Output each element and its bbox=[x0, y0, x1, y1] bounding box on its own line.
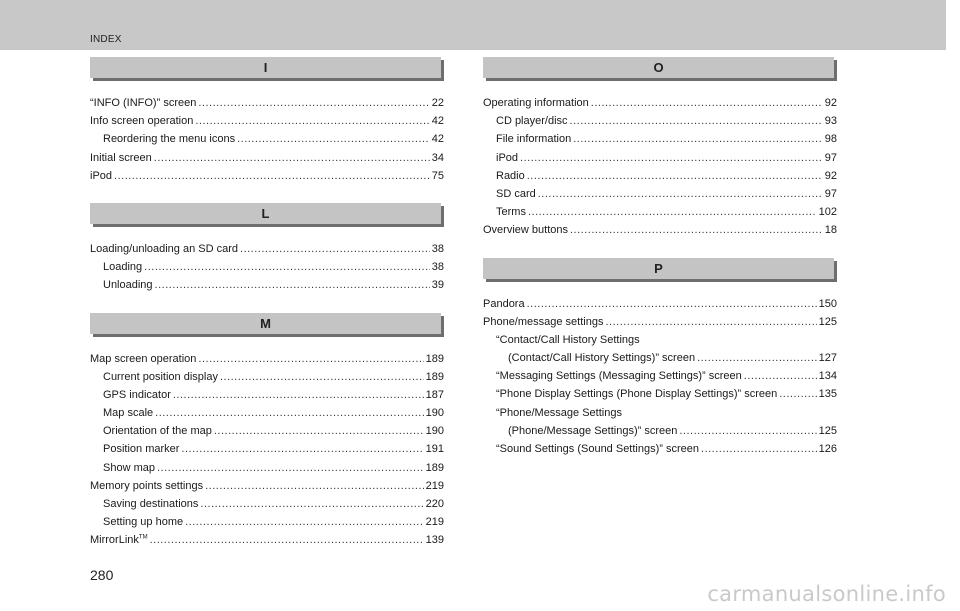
entry-text bbox=[496, 185, 536, 203]
entry-label: (Contact/Call History Settings)” screen bbox=[508, 352, 696, 365]
entry-page: 189 bbox=[425, 370, 444, 383]
entry-page: 92 bbox=[824, 169, 837, 182]
index-entry[interactable] bbox=[483, 130, 837, 148]
entry-text bbox=[103, 404, 153, 422]
entry-label: Orientation of the map bbox=[103, 425, 212, 438]
dot-leader bbox=[744, 367, 817, 385]
entry-text bbox=[90, 350, 196, 368]
index-entry[interactable] bbox=[483, 385, 837, 403]
dot-leader bbox=[697, 349, 817, 367]
index-entry[interactable] bbox=[483, 440, 837, 458]
dot-leader bbox=[605, 313, 816, 331]
dot-leader bbox=[185, 513, 424, 531]
index-entry[interactable] bbox=[483, 94, 837, 112]
entry-list bbox=[90, 240, 444, 295]
entry-label: Loading bbox=[103, 261, 143, 274]
entry-text bbox=[483, 313, 603, 331]
entry-page: 189 bbox=[425, 461, 444, 474]
entry-label: Position marker bbox=[103, 443, 180, 456]
dot-leader bbox=[527, 295, 817, 313]
entry-text bbox=[483, 94, 589, 112]
index-entry[interactable] bbox=[90, 368, 444, 386]
entry-label: iPod bbox=[496, 151, 519, 164]
entry-page: 126 bbox=[818, 443, 837, 455]
entry-text bbox=[103, 368, 218, 386]
entry-text bbox=[90, 167, 112, 185]
entry-label: Loading/unloading an SD card bbox=[90, 242, 239, 255]
index-entry[interactable] bbox=[90, 440, 444, 458]
header-title: INDEX bbox=[90, 34, 122, 45]
entry-page: 97 bbox=[824, 187, 837, 200]
entry-text bbox=[496, 440, 699, 458]
entry-page: 42 bbox=[431, 115, 444, 128]
dot-leader bbox=[527, 167, 823, 185]
entry-text bbox=[103, 422, 212, 440]
entry-label: Pandora bbox=[483, 297, 525, 310]
dot-leader bbox=[570, 221, 823, 239]
entry-label: iPod bbox=[90, 169, 113, 182]
index-entry[interactable] bbox=[483, 185, 837, 203]
entry-text bbox=[496, 130, 571, 148]
index-entry[interactable] bbox=[90, 276, 444, 294]
entry-label: Operating information bbox=[483, 97, 589, 109]
entry-text bbox=[496, 385, 777, 403]
entry-text bbox=[103, 459, 155, 477]
entry-label: “Messaging Settings (Messaging Settings)” screen bbox=[496, 370, 742, 383]
index-entry[interactable] bbox=[90, 404, 444, 422]
entry-page: 189 bbox=[425, 352, 444, 365]
dot-leader bbox=[198, 94, 429, 112]
index-entry[interactable] bbox=[483, 221, 837, 239]
entry-label: Info screen operation bbox=[90, 115, 194, 128]
entry-page: 38 bbox=[431, 242, 444, 255]
entry-text bbox=[483, 295, 525, 313]
index-entry[interactable] bbox=[483, 331, 837, 349]
dot-leader bbox=[573, 130, 823, 148]
index-entry[interactable] bbox=[483, 167, 837, 185]
dot-leader bbox=[155, 276, 430, 294]
entry-page: 97 bbox=[824, 151, 837, 164]
entry-label: Map screen operation bbox=[90, 352, 197, 365]
entry-page: 220 bbox=[425, 498, 444, 510]
index-entry[interactable] bbox=[90, 149, 444, 167]
dot-leader bbox=[520, 149, 823, 167]
entry-page: 187 bbox=[425, 388, 444, 401]
entry-text bbox=[496, 404, 622, 422]
entry-label: Memory points settings bbox=[90, 479, 204, 492]
dot-leader bbox=[237, 130, 430, 148]
index-entry[interactable] bbox=[90, 459, 444, 477]
entry-label: File information bbox=[496, 133, 572, 146]
dot-leader bbox=[591, 94, 823, 112]
entry-text bbox=[508, 349, 695, 367]
entry-text bbox=[508, 422, 677, 440]
entry-label: Phone/message settings bbox=[483, 315, 604, 328]
index-entry[interactable] bbox=[483, 295, 837, 313]
index-entry[interactable] bbox=[90, 513, 444, 531]
entry-label: GPS indicator bbox=[103, 388, 171, 401]
header-bar bbox=[0, 0, 946, 50]
entry-page: 125 bbox=[818, 315, 837, 328]
entry-page: 42 bbox=[431, 133, 444, 146]
index-entry[interactable] bbox=[90, 495, 444, 513]
entry-page: 22 bbox=[431, 97, 444, 109]
index-entry[interactable] bbox=[90, 130, 444, 148]
dot-leader bbox=[679, 422, 816, 440]
dot-leader bbox=[220, 368, 424, 386]
dot-leader bbox=[200, 495, 423, 513]
entry-label: “Contact/Call History Settings bbox=[496, 333, 640, 346]
entry-page: 190 bbox=[425, 425, 444, 438]
entry-text bbox=[90, 477, 203, 495]
index-entry[interactable] bbox=[483, 422, 837, 440]
entry-label: MirrorLink bbox=[90, 534, 139, 547]
dot-leader bbox=[570, 112, 823, 130]
index-entry[interactable] bbox=[90, 531, 444, 549]
entry-text bbox=[103, 276, 153, 294]
entry-page: 150 bbox=[818, 297, 837, 310]
index-entry[interactable] bbox=[90, 167, 444, 185]
entry-label: Setting up home bbox=[103, 516, 184, 529]
trademark-mark: TM bbox=[138, 534, 148, 541]
entry-page: 98 bbox=[824, 133, 837, 146]
index-entry[interactable] bbox=[483, 349, 837, 367]
index-entry[interactable] bbox=[90, 422, 444, 440]
entry-list bbox=[90, 350, 444, 550]
index-entry[interactable] bbox=[90, 112, 444, 130]
dot-leader bbox=[195, 112, 429, 130]
entry-list bbox=[483, 94, 837, 240]
entry-page: 125 bbox=[818, 424, 837, 437]
index-entry[interactable] bbox=[90, 258, 444, 276]
entry-page: 34 bbox=[431, 151, 444, 164]
entry-text bbox=[496, 149, 518, 167]
dot-leader bbox=[173, 386, 424, 404]
entry-page: 127 bbox=[818, 352, 837, 365]
index-entry[interactable] bbox=[483, 367, 837, 385]
entry-text bbox=[483, 221, 568, 239]
dot-leader bbox=[538, 185, 823, 203]
entry-label: Unloading bbox=[103, 279, 153, 292]
entry-text bbox=[103, 258, 142, 276]
entry-text bbox=[103, 386, 171, 404]
entry-text bbox=[103, 513, 183, 531]
entry-list bbox=[90, 94, 444, 185]
entry-text bbox=[496, 112, 568, 130]
section-header-l: L bbox=[90, 203, 441, 224]
entry-label: (Phone/Message Settings)” screen bbox=[508, 424, 678, 437]
dot-leader bbox=[240, 240, 430, 258]
entry-page: 191 bbox=[425, 443, 444, 456]
entry-text bbox=[103, 130, 235, 148]
dot-leader bbox=[779, 385, 816, 403]
entry-label: “Sound Settings (Sound Settings)” screen bbox=[496, 443, 700, 455]
dot-leader bbox=[154, 149, 430, 167]
entry-text bbox=[90, 94, 196, 112]
entry-list bbox=[483, 295, 837, 459]
entry-page: 39 bbox=[431, 279, 444, 292]
section-header-p: P bbox=[483, 258, 834, 279]
watermark-text: carmanualsonline.info bbox=[707, 582, 946, 606]
entry-label: Radio bbox=[496, 169, 525, 182]
entry-text bbox=[90, 240, 238, 258]
index-entry[interactable] bbox=[90, 350, 444, 368]
entry-text bbox=[90, 149, 152, 167]
dot-leader bbox=[198, 350, 423, 368]
index-entry[interactable] bbox=[483, 404, 837, 422]
entry-label: Current position display bbox=[103, 370, 218, 383]
section-header-o: O bbox=[483, 57, 834, 78]
page-number: 280 bbox=[90, 567, 114, 583]
entry-page: 134 bbox=[818, 370, 837, 383]
entry-text bbox=[90, 531, 148, 549]
entry-label: SD card bbox=[496, 187, 536, 200]
dot-leader bbox=[528, 203, 817, 221]
index-column-right bbox=[483, 57, 837, 458]
dot-leader bbox=[150, 531, 424, 549]
entry-text bbox=[103, 495, 198, 513]
entry-page: 93 bbox=[824, 115, 837, 128]
entry-label: Overview buttons bbox=[483, 224, 568, 237]
entry-label: Show map bbox=[103, 461, 155, 474]
index-entry[interactable] bbox=[483, 203, 837, 221]
index-entry[interactable] bbox=[90, 386, 444, 404]
entry-label: Reordering the menu icons bbox=[103, 133, 236, 146]
entry-label: Map scale bbox=[103, 407, 154, 420]
entry-text bbox=[90, 112, 193, 130]
entry-page: 38 bbox=[431, 261, 444, 274]
dot-leader bbox=[214, 422, 424, 440]
index-entry[interactable] bbox=[90, 94, 444, 112]
entry-label: “Phone/Message Settings bbox=[496, 406, 622, 419]
entry-page: 102 bbox=[818, 206, 837, 219]
dot-leader bbox=[701, 440, 817, 458]
entry-page: 219 bbox=[425, 516, 444, 529]
section-header-i: I bbox=[90, 57, 441, 78]
index-entry[interactable] bbox=[483, 149, 837, 167]
entry-page: 190 bbox=[425, 407, 444, 420]
entry-page: 139 bbox=[425, 534, 444, 547]
index-entry[interactable] bbox=[483, 313, 837, 331]
entry-label: “INFO (INFO)” screen bbox=[90, 97, 197, 109]
entry-page: 92 bbox=[824, 97, 837, 109]
entry-page: 18 bbox=[824, 224, 837, 237]
dot-leader bbox=[144, 258, 430, 276]
entry-text bbox=[103, 440, 179, 458]
entry-label: Initial screen bbox=[90, 151, 152, 164]
entry-page: 135 bbox=[818, 388, 837, 401]
entry-page: 75 bbox=[431, 169, 444, 182]
index-entry[interactable] bbox=[90, 477, 444, 495]
entry-text bbox=[496, 167, 525, 185]
section-header-m: M bbox=[90, 313, 441, 334]
index-entry[interactable] bbox=[483, 112, 837, 130]
dot-leader bbox=[205, 477, 424, 495]
entry-label: Terms bbox=[496, 206, 526, 219]
index-column-left bbox=[90, 57, 444, 550]
dot-leader bbox=[157, 459, 424, 477]
entry-label: Saving destinations bbox=[103, 498, 199, 510]
entry-text bbox=[496, 367, 742, 385]
entry-text bbox=[496, 203, 526, 221]
entry-label: “Phone Display Settings (Phone Display Settings)” screen bbox=[496, 388, 778, 401]
dot-leader bbox=[181, 440, 423, 458]
entry-page: 219 bbox=[425, 479, 444, 492]
dot-leader bbox=[155, 404, 424, 422]
dot-leader bbox=[114, 167, 430, 185]
index-entry[interactable] bbox=[90, 240, 444, 258]
entry-label: CD player/disc bbox=[496, 115, 568, 128]
entry-text bbox=[496, 331, 640, 349]
